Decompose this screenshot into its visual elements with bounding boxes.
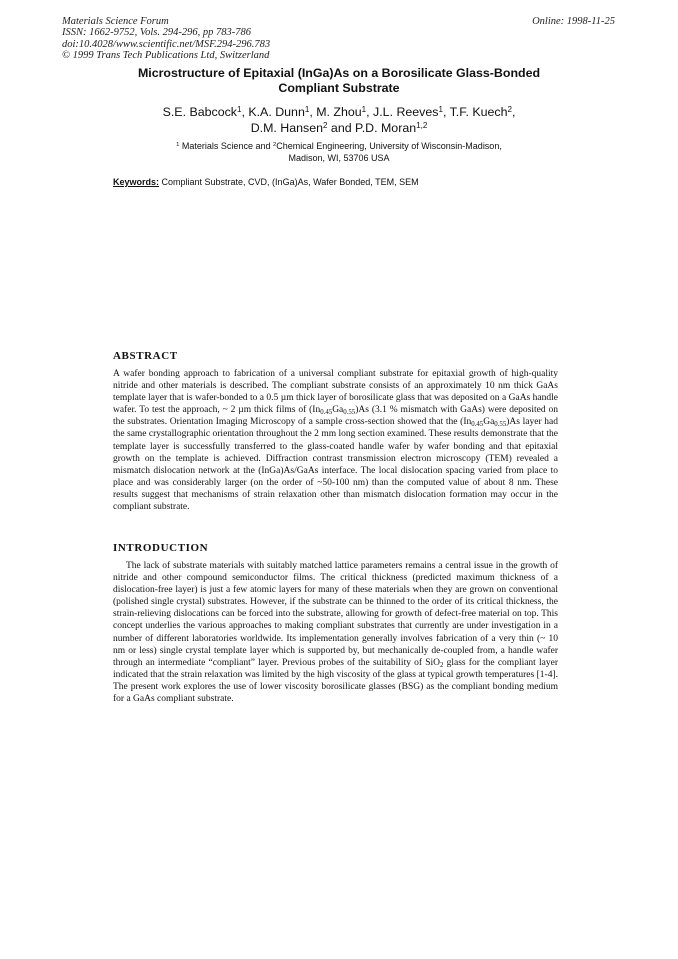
affil-sup: 1: [176, 141, 180, 148]
keywords-text: Compliant Substrate, CVD, (InGa)As, Wafer Bonded, TEM, SEM: [159, 177, 419, 187]
author-affil-sup: 1: [304, 104, 310, 114]
affiliation-line-1: [120, 140, 558, 152]
abstract-text: A wafer bonding approach to fabrication of a universal compliant substrate for epitaxial growth of high-quality nitride and other materials is described. The compliant substrate consists of an approximately 10 nm thick GaAs template layer that is wafer-bonded to a 0.5 µm thick layer of borosilicate glass that was deposited on a GaAs handle wafer. To test the approach, ~ 2 µm thick films of (In: [113, 369, 558, 416]
subscript: 0.45: [320, 409, 333, 417]
author-name: , T.F. Kuech: [442, 105, 508, 119]
publication-info: [62, 16, 462, 62]
journal-name: Materials Science Forum: [62, 16, 169, 27]
affil-text: Materials Science and: [179, 141, 273, 151]
keywords-label: Keywords:: [113, 177, 160, 187]
issn-line: ISSN: 1662-9752, Vols. 294-296, pp 783-786: [62, 27, 251, 39]
affil-text: Chemical Engineering, University of Wisconsin-Madison,: [276, 141, 502, 151]
doi-line[interactable]: doi:10.4028/www.scientific.net/MSF.294-296.783: [62, 38, 271, 50]
author-line-2: [100, 120, 578, 136]
abstract-text: Ga: [483, 417, 495, 428]
abstract-text: )As (3.1 % mismatch with GaAs) were deposited on the substrates. Orientation Imaging Microscopy of a sample cross-section showed that the (In: [113, 405, 558, 428]
subscript: 2: [440, 661, 444, 669]
author-affil-sup: 2: [323, 120, 328, 130]
copyright-line: © 1999 Trans Tech Publications Ltd, Switzerland: [62, 50, 270, 62]
author-name: , J.L. Reeves: [366, 105, 439, 119]
title-line-1: Microstructure of Epitaxial (InGa)As on a Borosilicate Glass-Bonded: [137, 66, 541, 80]
intro-text: glass for the compliant layer indicated that the strain relaxation was limited by the high viscosity of the glass at typical growth temperatures [1-4]. The present work explores the use of lower viscosity borosilicate glasses (BSG) as the compliant bonding medium for a GaAs compliant substrate.: [113, 657, 558, 705]
intro-text: The lack of substrate materials with suitably matched lattice parameters remains a central issue in the growth of nitride and other compound semiconductor films. The critical thickness (predicted maximum thickness of a dislocation-free layer) is just a few atomic layers for many of these materials when they are grown on conventional (polished single crystal) substrates. However, if the substrate can be thinned to the order of its critical thickness, the strain-relieving dislocations can be forced into the substrate, allowing for growth of defect-free material on top. This concept underlies the various approaches to making compliant substrates that currently are under investigation in a number of different laboratories worldwide. Its implementation generally involves fabrication of a very thin (~ 10 nm or less) single crystal template layer which is supported by, but mechanically de-coupled from, a handle wafer through an intermediate “compliant” layer. Previous probes of the suitability of SiO: [113, 561, 558, 668]
author-list: [100, 104, 578, 136]
author-name: S.E. Babcock: [162, 105, 237, 119]
author-line-1: S.E. Babcock$^1$, K.A. Dunn$^1$, M. Zhou$^1$, J.L. Reeves$^1$, T.F. Kuech$^2$,: [162, 104, 516, 119]
abstract-text: Ga: [332, 405, 344, 416]
abstract-text: )As layer had the same crystallographic orientation throughout the 2 mm long section examined. These results demonstrate that the template layer is successfully transferred to the glass-coated handle wafer by wafer bonding and that epitaxial growth on the template is achieved. Diffraction contrast transmission electron microscopy (TEM) revealed a mismatch dislocation network at the (InGa)As/GaAs interface. The local dislocation spacing varied from place to place and was considerably larger (on the order of ~50-100 nm) than the computed value of about 8 nm. These results suggest that mechanisms of strain relaxation other than mismatch dislocation formation may occur in the compliant substrate.: [113, 417, 558, 513]
author-name: and P.D. Moran: [327, 121, 417, 135]
affiliations: [120, 140, 558, 164]
keywords: [113, 177, 419, 187]
subscript: 0.55: [494, 421, 507, 429]
subscript: 0.45: [471, 421, 484, 429]
author-affil-sup: 1,2: [416, 120, 428, 130]
author-affil-sup: 2: [507, 104, 512, 114]
affiliation-line-2: Madison, WI, 53706 USA: [288, 153, 390, 163]
paper-title: [100, 66, 578, 96]
author-name: , M. Zhou: [309, 105, 362, 119]
author-affil-sup: 1: [438, 104, 443, 114]
author-affil-sup: 1: [236, 104, 242, 114]
abstract-heading: ABSTRACT: [113, 350, 178, 362]
title-line-2: Compliant Substrate: [278, 81, 400, 95]
introduction-heading: INTRODUCTION: [113, 542, 209, 554]
author-affil-sup: 1: [361, 104, 367, 114]
abstract-body: [113, 368, 558, 513]
introduction-body: [113, 560, 558, 705]
author-name: , K.A. Dunn: [241, 105, 305, 119]
affil-sup: 2: [272, 141, 277, 148]
author-name: D.M. Hansen: [250, 121, 323, 135]
subscript: 0.55: [343, 409, 356, 417]
online-date: Online: 1998-11-25: [532, 16, 615, 27]
